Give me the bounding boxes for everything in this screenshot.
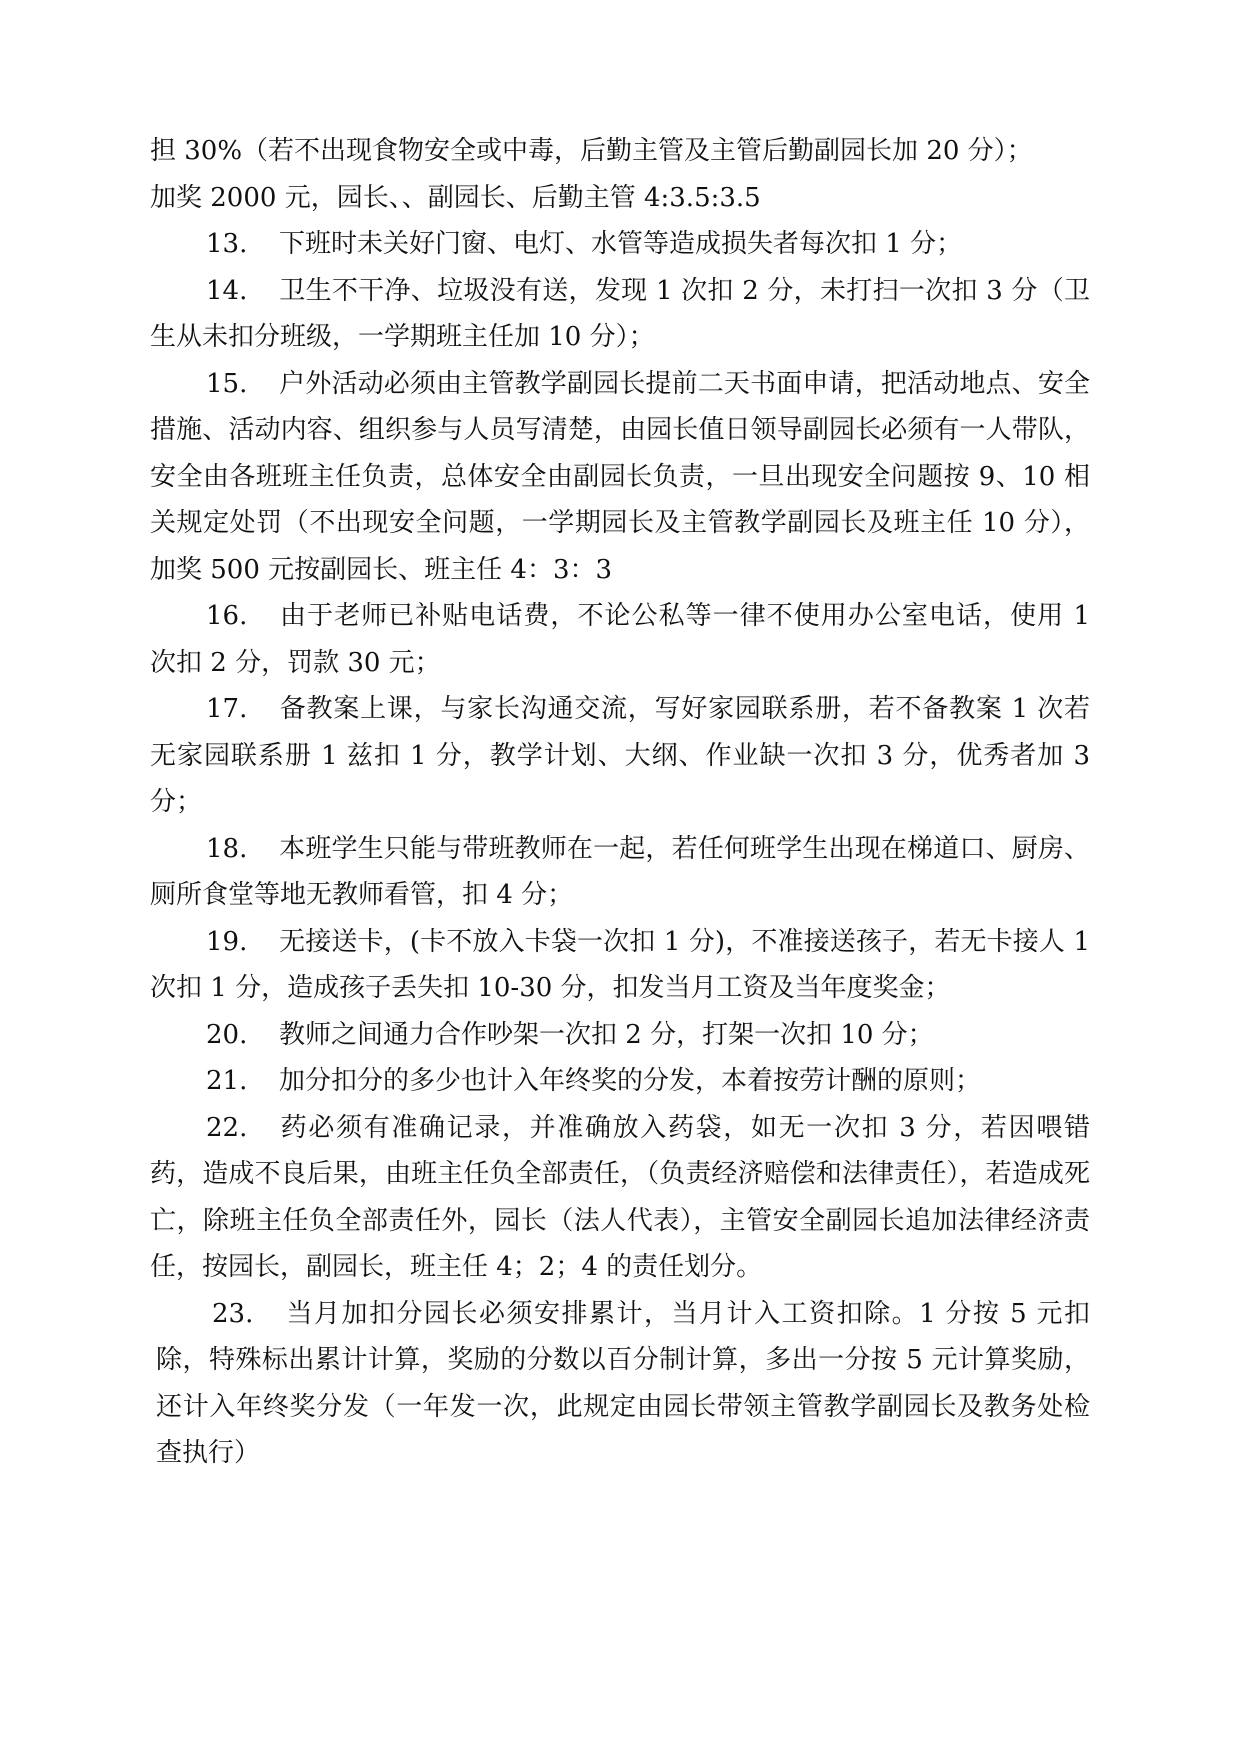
rule-number: 21. — [206, 1066, 248, 1096]
rule-item-14 — [150, 268, 1090, 361]
rule-item-16 — [150, 593, 1090, 686]
rule-item-20 — [150, 1012, 1090, 1059]
rule-number: 23. — [212, 1298, 254, 1329]
rule-text: 本班学生只能与带班教师在一起，若任何班学生出现在梯道口、厨房、厕所食堂等地无教师看管，扣 4 分； — [150, 833, 1090, 910]
continuation-line-1: 担 30%（若不出现食物安全或中毒，后勤主管及主管后勤副园长加 20 分）； — [150, 136, 1033, 166]
rule-number: 22. — [206, 1112, 248, 1143]
rule-number: 13. — [206, 229, 248, 259]
document-page — [150, 128, 1090, 1477]
rule-item-21 — [150, 1058, 1090, 1105]
rule-text: 当月加扣分园长必须安排累计，当月计入工资扣除。1 分按 5 元扣除，特殊标出累计计算，奖励的分数以百分制计算，多出一分按 5 元计算奖励，还计入年终奖分发（一年发一次，此规定由园长带领主管教学副园长及教务处检查执行） — [156, 1298, 1090, 1468]
rule-number: 14. — [206, 275, 248, 306]
rule-text: 教师之间通力合作吵架一次扣 2 分，打架一次扣 10 分； — [279, 1019, 934, 1050]
rule-number: 19. — [206, 926, 248, 957]
rule-number: 15. — [206, 368, 248, 399]
rule-item-19 — [150, 919, 1090, 1012]
rule-number: 16. — [206, 601, 248, 631]
rule-text: 无接送卡，(卡不放入卡袋一次扣 1 分)，不准接送孩子，若无卡接人 1 次扣 1 分，造成孩子丢失扣 10-30 分，扣发当月工资及当年度奖金； — [150, 926, 1090, 1003]
rule-text: 下班时未关好门窗、电灯、水管等造成损失者每次扣 1 分； — [279, 229, 963, 259]
rule-text: 备教案上课，与家长沟通交流，写好家园联系册，若不备教案 1 次若无家园联系册 1 兹扣 1 分，教学计划、大纲、作业缺一次扣 3 分，优秀者加 3 分； — [150, 694, 1090, 817]
rule-item-15 — [150, 361, 1090, 594]
rule-item-18 — [150, 826, 1090, 919]
rule-number: 18. — [206, 833, 248, 864]
rule-item-22 — [150, 1105, 1090, 1291]
rule-text: 由于老师已补贴电话费，不论公私等一律不使用办公室电话，使用 1 次扣 2 分，罚款 30 元； — [150, 601, 1090, 678]
rule-number: 20. — [206, 1019, 248, 1050]
rule-item-13 — [150, 221, 1090, 268]
rule-item-23 — [150, 1291, 1090, 1477]
rule-text: 药必须有准确记录，并准确放入药袋，如无一次扣 3 分，若因喂错药，造成不良后果，由班主任负全部责任，（负责经济赔偿和法律责任），若造成死亡，除班主任负全部责任外，园长（法人代表），主管安全副园长追加法律经济责任，按园长，副园长，班主任 4；2；4 的责任划分。 — [150, 1112, 1090, 1282]
rule-number: 17. — [206, 694, 248, 724]
rule-text: 户外活动必须由主管教学副园长提前二天书面申请，把活动地点、安全措施、活动内容、组织参与人员写清楚，由园长值日领导副园长必须有一人带队，安全由各班班主任负责，总体安全由副园长负责，一旦出现安全问题按 9、10 相关规定处罚（不出现安全问题，一学期园长及主管教学副园长及班主任 10 分），加奖 500 元按副园长、班主任 4：3：3 — [150, 368, 1091, 585]
rule-text: 加分扣分的多少也计入年终奖的分发，本着按劳计酬的原则； — [279, 1066, 982, 1096]
continuation-line-2: 加奖 2000 元，园长、、副园长、后勤主管 4:3.5:3.5 — [150, 182, 761, 213]
rule-item-17 — [150, 686, 1090, 826]
rule-text: 卫生不干净、垃圾没有送，发现 1 次扣 2 分，未打扫一次扣 3 分（卫生从未扣分班级，一学期班主任加 10 分）； — [150, 275, 1090, 352]
